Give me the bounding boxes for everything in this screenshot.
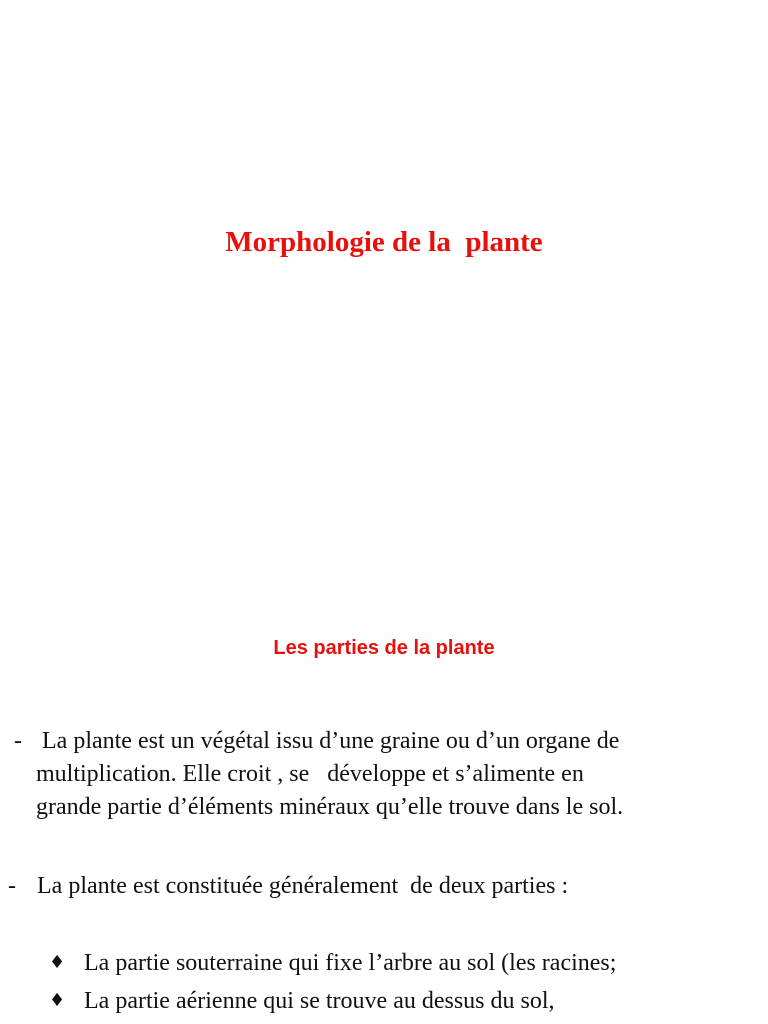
slide-title: Morphologie de la plante	[225, 226, 543, 258]
paragraph-line: La plante est constituée généralement de deux parties :	[37, 873, 569, 899]
dash-marker: -	[14, 728, 22, 754]
paragraph-line: multiplication. Elle croit , se développe et s’alimente en	[36, 761, 584, 787]
bullet-item: La partie souterraine qui fixe l’arbre au sol (les racines;	[84, 950, 617, 976]
diamond-bullet-icon: ♦	[49, 952, 66, 973]
section-heading: Les parties de la plante	[273, 637, 495, 659]
paragraph-line: grande partie d’éléments minéraux qu’elle trouve dans le sol.	[36, 794, 624, 820]
paragraph-line: La plante est un végétal issu d’une graine ou d’un organe de	[42, 728, 620, 754]
diamond-bullet-icon: ♦	[49, 990, 66, 1011]
dash-marker: -	[8, 873, 16, 899]
bullet-item: La partie aérienne qui se trouve au dessus du sol,	[84, 988, 555, 1014]
